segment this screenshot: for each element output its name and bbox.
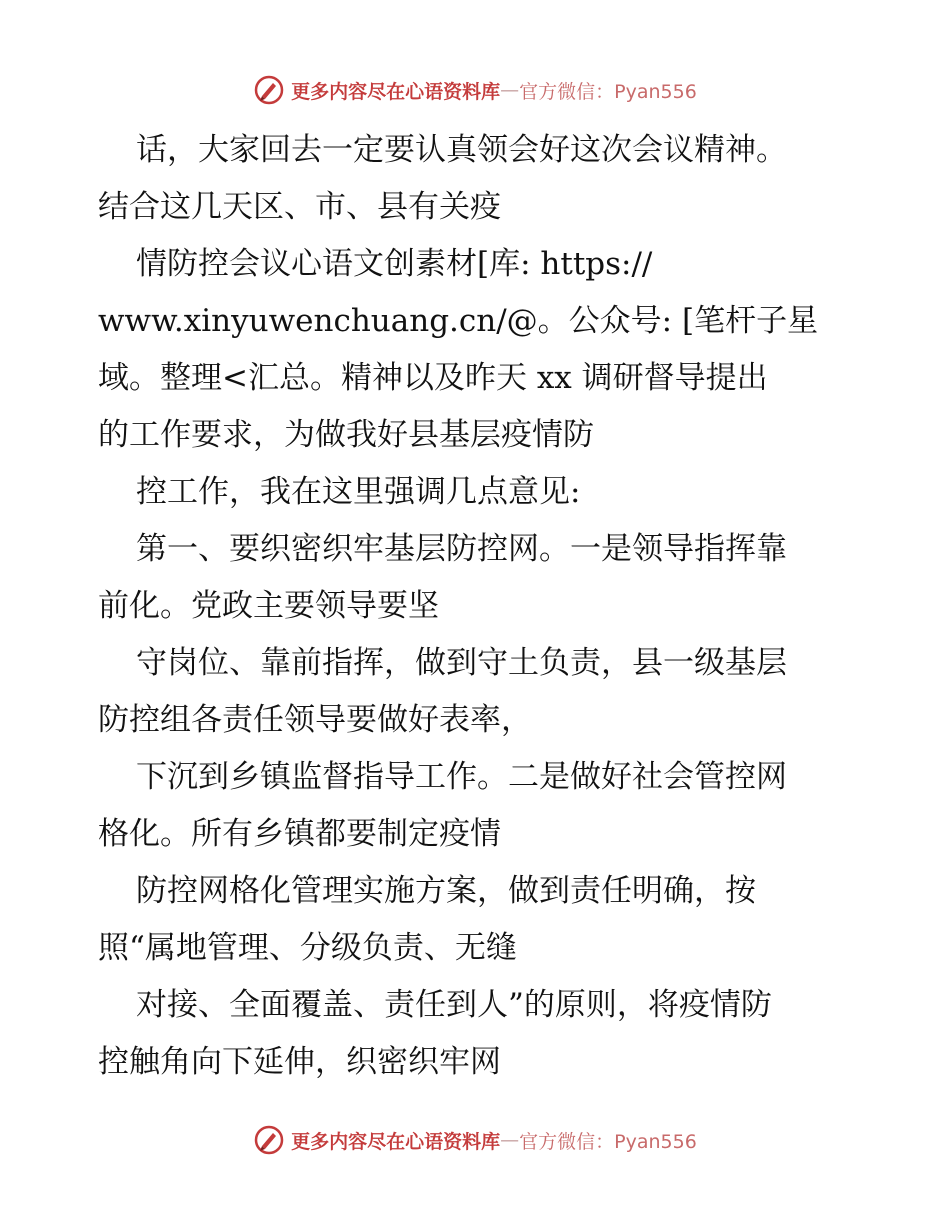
body-line: 对接、全面覆盖、责任到人”的原则，将疫情防 [136, 987, 772, 1023]
body-line: 控触角向下延伸，织密织牢网 [98, 1044, 501, 1080]
header-separator: — [500, 79, 520, 101]
body-line: 结合这几天区、市、县有关疫 [98, 189, 501, 225]
body-line: 防控网格化管理实施方案，做到责任明确，按 [136, 873, 756, 909]
body-line: 话，大家回去一定要认真领会好这次会议精神。 [136, 132, 787, 168]
brand-logo-icon [253, 1124, 285, 1156]
header-watermark [0, 70, 950, 110]
body-line: 前化。党政主要领导要坚 [98, 588, 439, 624]
body-line: www.xinyuwenchuang.cn/@。公众号: [笔杆子星 [98, 303, 819, 339]
document-body [98, 122, 868, 1091]
body-line: 下沉到乡镇监督指导工作。二是做好社会管控网 [136, 759, 787, 795]
body-line: 控工作，我在这里强调几点意见: [136, 474, 581, 510]
footer-watermark [0, 1120, 950, 1160]
body-line: 守岗位、靠前指挥，做到守土负责，县一级基层 [136, 645, 787, 681]
body-line: 格化。所有乡镇都要制定疫情 [98, 816, 501, 852]
body-line: 域。整理<汇总。精神以及昨天 xx 调研督导提出 [98, 360, 768, 396]
body-line: 照“属地管理、分级负责、无缝 [98, 930, 517, 966]
footer-brand-text: 更多内容尽在心语资料库 [291, 1130, 501, 1153]
brand-logo-icon [253, 74, 285, 106]
body-line: 的工作要求，为做我好县基层疫情防 [98, 417, 594, 453]
body-line: 情防控会议心语文创素材[库: https:// [136, 246, 653, 282]
body-line: 防控组各责任领导要做好表率， [98, 702, 532, 738]
body-line: 第一、要织密织牢基层防控网。一是领导指挥靠 [136, 531, 787, 567]
footer-contact-text: 官方微信：Pyan556 [519, 1130, 697, 1153]
header-brand-text: 更多内容尽在心语资料库 [291, 80, 501, 103]
header-contact-text: 官方微信：Pyan556 [519, 80, 697, 103]
footer-separator: — [500, 1129, 520, 1151]
